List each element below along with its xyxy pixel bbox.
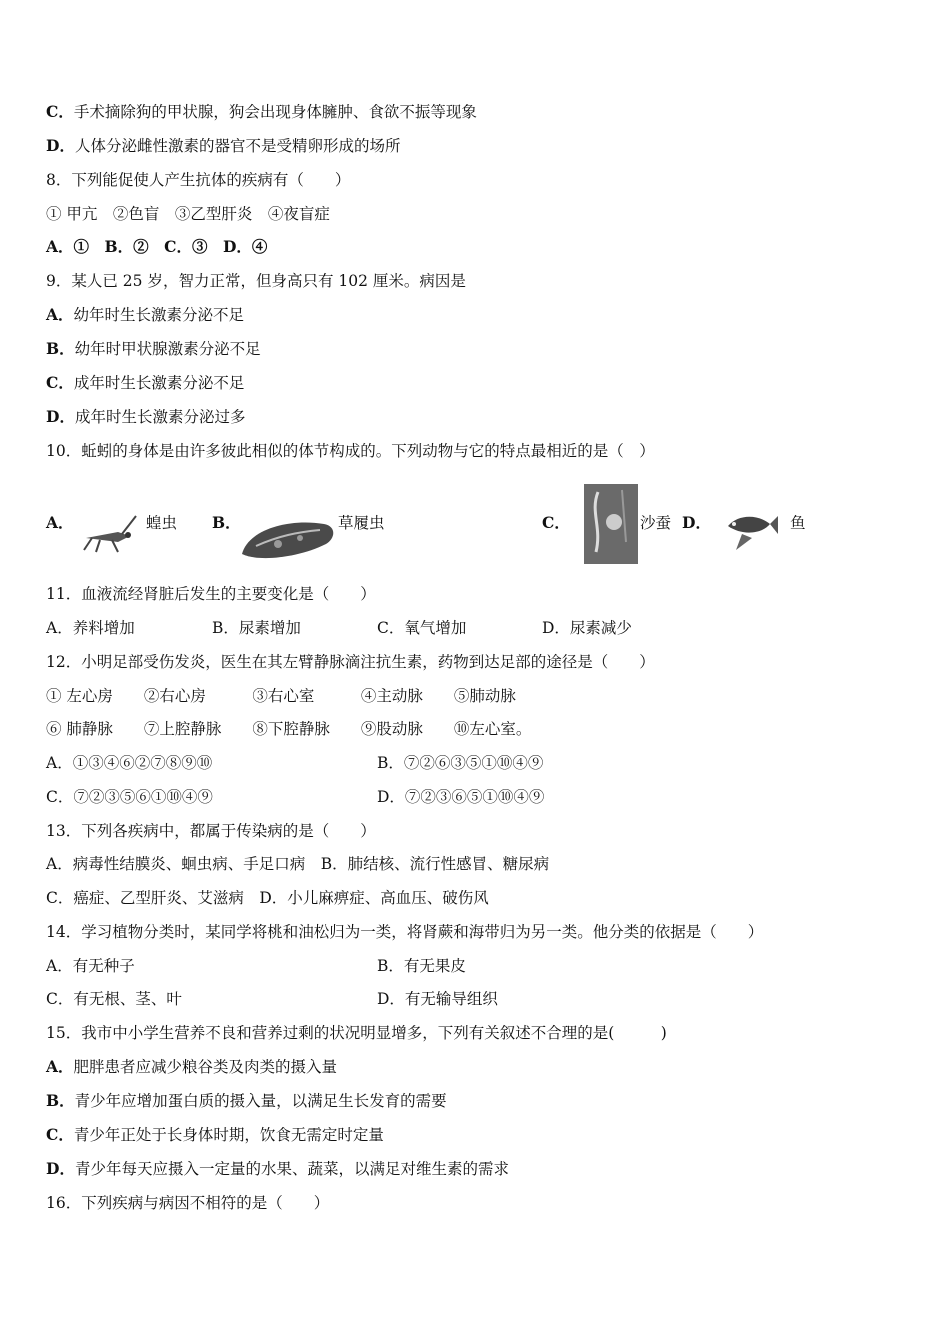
q12-options-row1 (46, 752, 906, 774)
q10-options (46, 482, 906, 570)
q12-option-c: C．⑦②③⑤⑥①⑩④⑨ (46, 788, 213, 806)
q15-option-d: D．青少年每天应摄入一定量的水果、蔬菜，以满足对维生素的需求 (46, 1159, 509, 1178)
q12-option-b: B．⑦②⑥③⑤①⑩④⑨ (377, 754, 544, 772)
q8-choices: ① 甲亢 ②色盲 ③乙型肝炎 ④夜盲症 (46, 205, 330, 223)
q14-option-c: C．有无根、茎、叶 (46, 990, 182, 1008)
q10-option-b-text: 草履虫 (338, 514, 385, 532)
q9-stem: 9．某人已 25 岁，智力正常，但身高只有 102 厘米。病因是 (46, 272, 466, 290)
q11-option-d: D．尿素减少 (542, 619, 632, 637)
q10-option-a-text: 蝗虫 (146, 514, 178, 532)
q16-stem: 16．下列疾病与病因不相符的是（ ） (46, 1194, 330, 1212)
q9-option-c: C．成年时生长激素分泌不足 (46, 373, 245, 392)
q9-option-b: B．幼年时甲状腺激素分泌不足 (46, 339, 261, 358)
q14-options-row2 (46, 988, 906, 1010)
grasshopper-icon (78, 510, 138, 554)
q13-options-row1: A．病毒性结膜炎、蛔虫病、手足口病 B．肺结核、流行性感冒、糖尿病 (46, 855, 550, 873)
q12-choices-row1: ① 左心房 ②右心房 ③右心室 ④主动脉 ⑤肺动脉 (46, 687, 516, 705)
q10-stem: 10．蚯蚓的身体是由许多彼此相似的体节构成的。下列动物与它的特点最相近的是（ ） (46, 442, 655, 460)
q12-stem: 12．小明足部受伤发炎，医生在其左臂静脉滴注抗生素，药物到达足部的途径是（ ） (46, 653, 655, 671)
q10-option-d-label: D． (682, 513, 711, 532)
paramecium-icon (238, 516, 338, 562)
q14-option-a: A．有无种子 (46, 957, 135, 975)
q9-option-d: D．成年时生长激素分泌过多 (46, 407, 246, 426)
q14-options-row1 (46, 955, 906, 977)
q10-option-c-label: C． (542, 513, 570, 532)
fish-icon (718, 504, 780, 560)
q7-option-c: C．手术摘除狗的甲状腺，狗会出现身体臃肿、食欲不振等现象 (46, 102, 477, 121)
q7-option-d: D．人体分泌雌性激素的器官不是受精卵形成的场所 (46, 136, 401, 155)
q11-options (46, 617, 906, 639)
q10-option-b-label: B． (212, 513, 241, 532)
q14-option-b: B．有无果皮 (377, 957, 466, 975)
q15-option-c: C．青少年正处于长身体时期，饮食无需定时定量 (46, 1125, 384, 1144)
q13-options-row2: C．癌症、乙型肝炎、艾滋病 D．小儿麻痹症、高血压、破伤风 (46, 889, 489, 907)
q12-option-a: A．①③④⑥②⑦⑧⑨⑩ (46, 754, 213, 772)
q12-choices-row2: ⑥ 肺静脉 ⑦上腔静脉 ⑧下腔静脉 ⑨股动脉 ⑩左心室。 (46, 720, 532, 738)
q14-option-d: D．有无输导组织 (377, 990, 498, 1008)
q11-option-c: C．氧气增加 (377, 619, 467, 637)
q10-option-a-label: A． (46, 513, 74, 532)
q11-option-a: A．养料增加 (46, 619, 135, 637)
q10-option-d-text: 鱼 (790, 514, 806, 532)
q14-stem: 14．学习植物分类时，某同学将桃和油松归为一类，将肾蕨和海带归为另一类。他分类的依据是（ ） (46, 923, 764, 941)
q11-stem: 11．血液流经肾脏后发生的主要变化是（ ） (46, 585, 376, 603)
q8-stem: 8．下列能促使人产生抗体的疾病有（ ） (46, 171, 351, 189)
q12-option-d: D．⑦②③⑥⑤①⑩④⑨ (377, 788, 545, 806)
q15-option-a: A．肥胖患者应减少粮谷类及肉类的摄入量 (46, 1057, 338, 1076)
q8-options: A．① B．② C．③ D．④ (46, 237, 268, 256)
q9-option-a: A．幼年时生长激素分泌不足 (46, 305, 245, 324)
q12-options-row2 (46, 786, 906, 808)
q11-option-b: B．尿素增加 (212, 619, 301, 637)
q15-option-b: B．青少年应增加蛋白质的摄入量，以满足生长发育的需要 (46, 1091, 447, 1110)
q10-option-c-text: 沙蚕 (640, 514, 672, 532)
clamworm-icon (582, 482, 640, 566)
q13-stem: 13．下列各疾病中，都属于传染病的是（ ） (46, 822, 376, 840)
q15-stem: 15．我市中小学生营养不良和营养过剩的状况明显增多，下列有关叙述不合理的是( ) (46, 1024, 667, 1042)
